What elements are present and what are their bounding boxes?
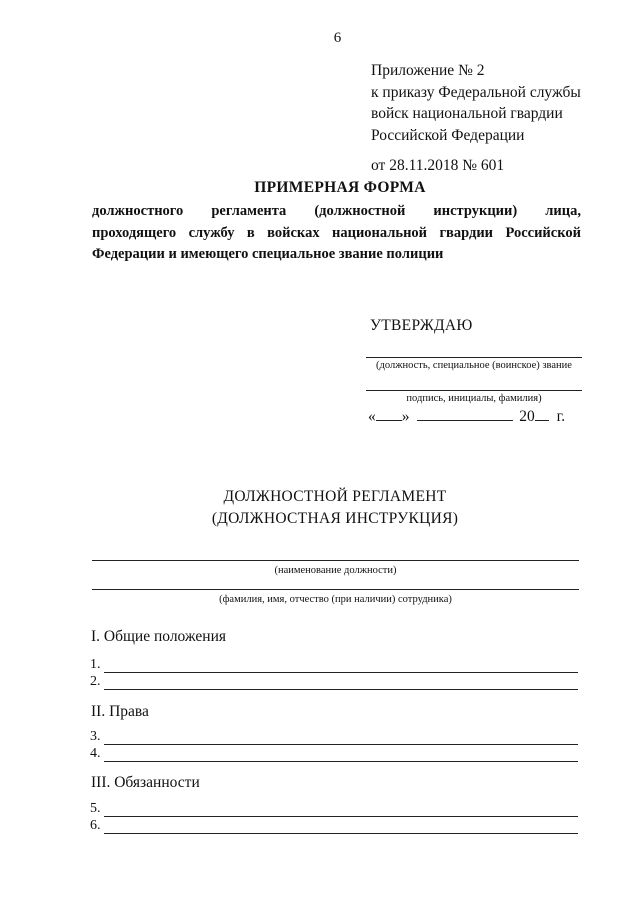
form-subtitle-line: проходящего службу в войсках национальной гвардии Российской [92, 224, 581, 241]
approval-heading: УТВЕРЖДАЮ [370, 317, 473, 334]
section-title: I. Общие положения [91, 628, 227, 645]
list-item[interactable] [90, 729, 578, 745]
position-rank-caption: (должность, специальное (воинское) звание [376, 360, 572, 371]
position-name-caption: (наименование должности) [274, 565, 397, 576]
item-number: 1. [90, 657, 101, 672]
document-title [0, 486, 640, 530]
item-number: 2. [90, 674, 101, 689]
date-year-prefix: 20 [519, 408, 535, 425]
date-close-quote: » [401, 408, 410, 425]
form-title: ПРИМЕРНАЯ ФОРМА [254, 179, 426, 196]
form-subtitle [92, 201, 581, 266]
position-rank-line[interactable] [366, 357, 582, 358]
section-title: II. Права [91, 703, 149, 720]
form-subtitle-line: Федерации и имеющего специальное звание полиции [92, 246, 444, 262]
list-item[interactable] [90, 746, 578, 762]
item-number: 6. [90, 818, 101, 833]
appendix-line: войск национальной гвардии [371, 105, 563, 122]
appendix-block [371, 60, 581, 177]
order-reference: от 28.11.2018 № 601 [371, 157, 505, 174]
date-year-suffix: г. [556, 408, 566, 425]
list-item[interactable] [90, 818, 578, 834]
form-subtitle-line: должностного регламента (должностной инструкции) лица, [92, 203, 581, 219]
signature-line[interactable] [366, 390, 582, 391]
appendix-line: Приложение № 2 [371, 62, 485, 79]
signature-caption: подпись, инициалы, фамилия) [406, 393, 542, 404]
item-number: 5. [90, 801, 101, 816]
list-item[interactable] [90, 674, 578, 690]
section-title: III. Обязанности [91, 774, 200, 791]
item-fill-line[interactable] [104, 821, 579, 834]
item-number: 3. [90, 729, 101, 744]
date-open-quote: « [368, 408, 376, 425]
document-title-line: ДОЛЖНОСТНОЙ РЕГЛАМЕНТ [223, 488, 447, 505]
item-fill-line[interactable] [104, 660, 579, 673]
date-day-field[interactable] [376, 406, 402, 421]
appendix-line: к приказу Федеральной службы [371, 83, 581, 101]
list-item[interactable] [90, 657, 578, 673]
employee-name-line[interactable] [92, 589, 579, 590]
list-item[interactable] [90, 801, 578, 817]
approval-date [368, 406, 565, 426]
page-number: 6 [333, 30, 342, 46]
date-year-field[interactable] [535, 406, 549, 421]
item-fill-line[interactable] [104, 804, 579, 817]
position-name-line[interactable] [92, 560, 579, 561]
item-fill-line[interactable] [104, 732, 579, 745]
item-number: 4. [90, 746, 101, 761]
item-fill-line[interactable] [104, 749, 579, 762]
employee-name-caption: (фамилия, имя, отчество (при наличии) сотрудника) [219, 594, 452, 605]
appendix-line: Российской Федерации [371, 126, 525, 144]
item-fill-line[interactable] [104, 677, 579, 690]
date-month-field[interactable] [417, 406, 513, 421]
document-title-line: (ДОЛЖНОСТНАЯ ИНСТРУКЦИЯ) [211, 510, 459, 527]
